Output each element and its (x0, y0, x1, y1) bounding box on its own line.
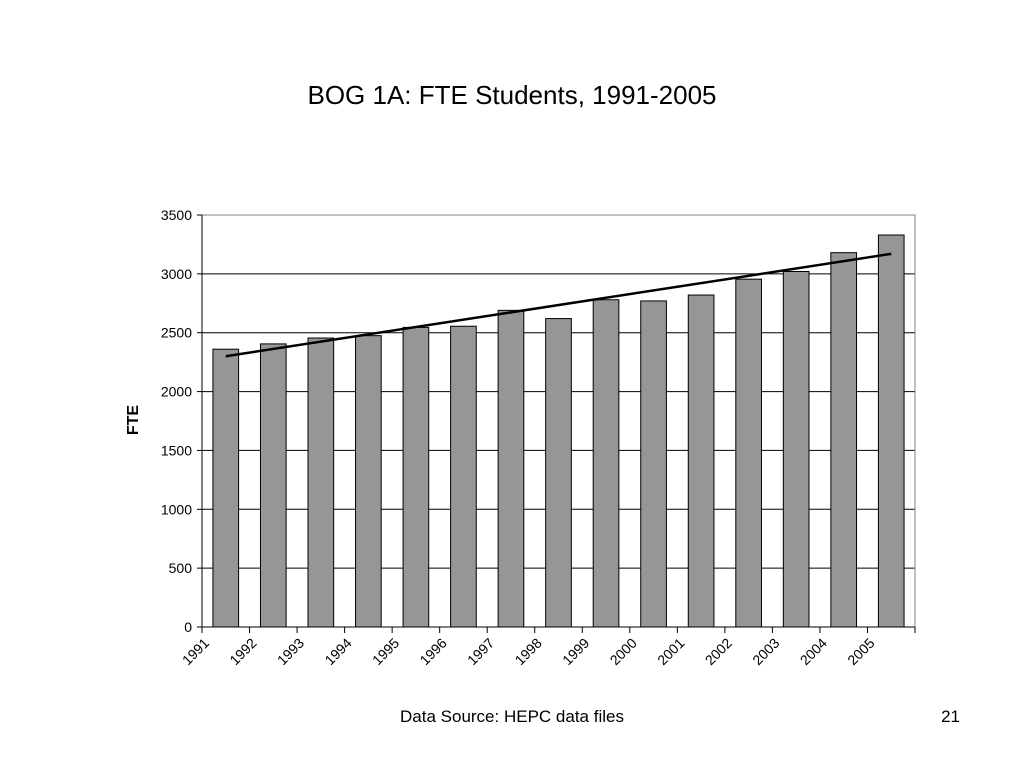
bar (451, 326, 477, 627)
bars (213, 235, 904, 627)
y-tick-label: 2000 (160, 383, 192, 400)
bar (546, 319, 572, 627)
bar (260, 344, 286, 627)
bar (688, 295, 714, 627)
bar (403, 327, 429, 627)
bar (878, 235, 904, 627)
y-tick-label: 1500 (160, 442, 192, 459)
x-tick-label: 2002 (701, 634, 735, 669)
x-tick-label: 1994 (321, 634, 355, 669)
x-tick-label: 1995 (368, 634, 403, 669)
y-tick-labels (161, 207, 192, 635)
x-tick-label: 2005 (844, 634, 878, 669)
data-source-note: Data Source: HEPC data files (400, 707, 624, 726)
x-tick-label: 1993 (273, 634, 308, 669)
y-tick-label: 0 (184, 619, 192, 635)
y-tick-label: 3000 (160, 265, 192, 282)
bar (498, 310, 524, 627)
y-tick-label: 2500 (160, 324, 192, 341)
y-tick-label: 1000 (160, 501, 192, 518)
bar (593, 300, 619, 627)
x-tick-label: 2004 (796, 634, 831, 669)
x-tick-label: 1992 (226, 634, 260, 669)
x-tick-label: 2003 (749, 634, 783, 669)
bar (831, 253, 857, 627)
x-tick-label: 2000 (606, 634, 640, 669)
x-tick-label: 1991 (178, 634, 213, 669)
y-axis-label: FTE (125, 404, 142, 436)
bar (308, 338, 334, 627)
x-tick-label: 1999 (559, 634, 593, 669)
y-tick-label: 3500 (160, 207, 192, 223)
chart-title: BOG 1A: FTE Students, 1991-2005 (307, 80, 717, 110)
bar (783, 272, 809, 627)
bar (641, 301, 667, 627)
x-tick-label: 1997 (463, 634, 498, 669)
x-tick-label: 2001 (654, 634, 688, 669)
x-tick-label: 1998 (511, 634, 545, 669)
bar (213, 349, 239, 627)
y-tick-label: 500 (168, 560, 192, 577)
x-tick-labels (179, 635, 878, 668)
page-number: 21 (941, 707, 960, 726)
bar (356, 336, 382, 627)
x-tick-label: 1996 (416, 634, 450, 669)
bar (736, 279, 762, 627)
